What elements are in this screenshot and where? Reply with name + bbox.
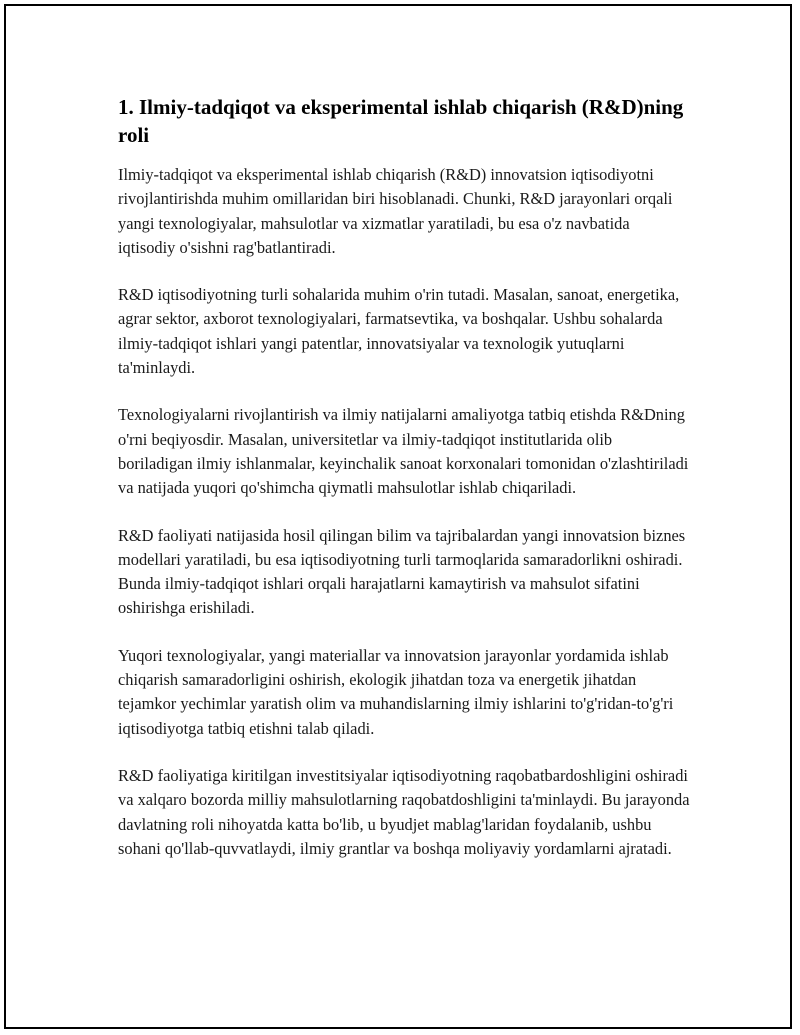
paragraph-4: R&D faoliyati natijasida hosil qilingan bilim va tajribalardan yangi innovatsion biznes modellari yaratiladi, bu esa iqtisodiyotning turli tarmoqlarida samaradorlikni oshiradi. Bunda ilmiy-tadqiqot ishlari orqali harajatlarni kamaytirish va mahsulot sifatini oshirishga erishiladi.: [118, 525, 686, 618]
document-body: [118, 93, 690, 884]
paragraph-5: Yuqori texnologiyalar, yangi materiallar va innovatsion jarayonlar yordamida ishlab chiqarish samaradorligini oshirish, ekologik jihatdan toza va energetik jihatdan tejamkor yechimlar yaratish olim va muhandislarning ilmiy ishlarini to'g'ridan-to'g'ri iqtisodiyotga tatbiq etishni talab qiladi.: [118, 645, 674, 738]
paragraph-1: Ilmiy-tadqiqot va eksperimental ishlab chiqarish (R&D) innovatsion iqtisodiyotni rivojlantirishda muhim omillaridan biri hisoblanadi. Chunki, R&D jarayonlari orqali yangi texnologiyalar, mahsulotlar va xizmatlar yaratiladi, bu esa o'z navbatida iqtisodiy o'sishni rag'batlantiradi.: [118, 165, 673, 257]
paragraph-2: R&D iqtisodiyotning turli sohalarida muhim o'rin tutadi. Masalan, sanoat, energetika, agrar sektor, axborot texnologiyalari, farmatsevtika, va boshqalar. Ushbu sohalarda ilmiy-tadqiqot ishlari yangi patentlar, innovatsiyalar va texnologik yutuqlarni ta'minlaydi.: [118, 285, 680, 378]
paragraph-3: Texnologiyalarni rivojlantirish va ilmiy natijalarni amaliyotga tatbiq etishda R&Dning o'rni beqiyosdir. Masalan, universitetlar va ilmiy-tadqiqot institutlarida olib boriladigan ilmiy ishlanmalar, keyinchalik sanoat korxonalari tomonidan o'zlashtiriladi va natijada yuqori qo'shimcha qiymatli mahsulotlar ishlab chiqariladi.: [118, 405, 689, 498]
document-title: 1. Ilmiy-tadqiqot va eksperimental ishlab chiqarish (R&D)ning roli: [118, 95, 684, 147]
paragraph-6: R&D faoliyatiga kiritilgan investitsiyalar iqtisodiyotning raqobatbardoshligini oshiradi va xalqaro bozorda milliy mahsulotlarning raqobatdoshligini ta'minlaydi. Bu jarayonda davlatning roli nihoyatda katta bo'lib, u byudjet mablag'laridan foydalanib, ushbu sohani qo'llab-quvvatlaydi, ilmiy grantlar va boshqa moliyaviy yordamlarni ajratadi.: [118, 765, 690, 858]
